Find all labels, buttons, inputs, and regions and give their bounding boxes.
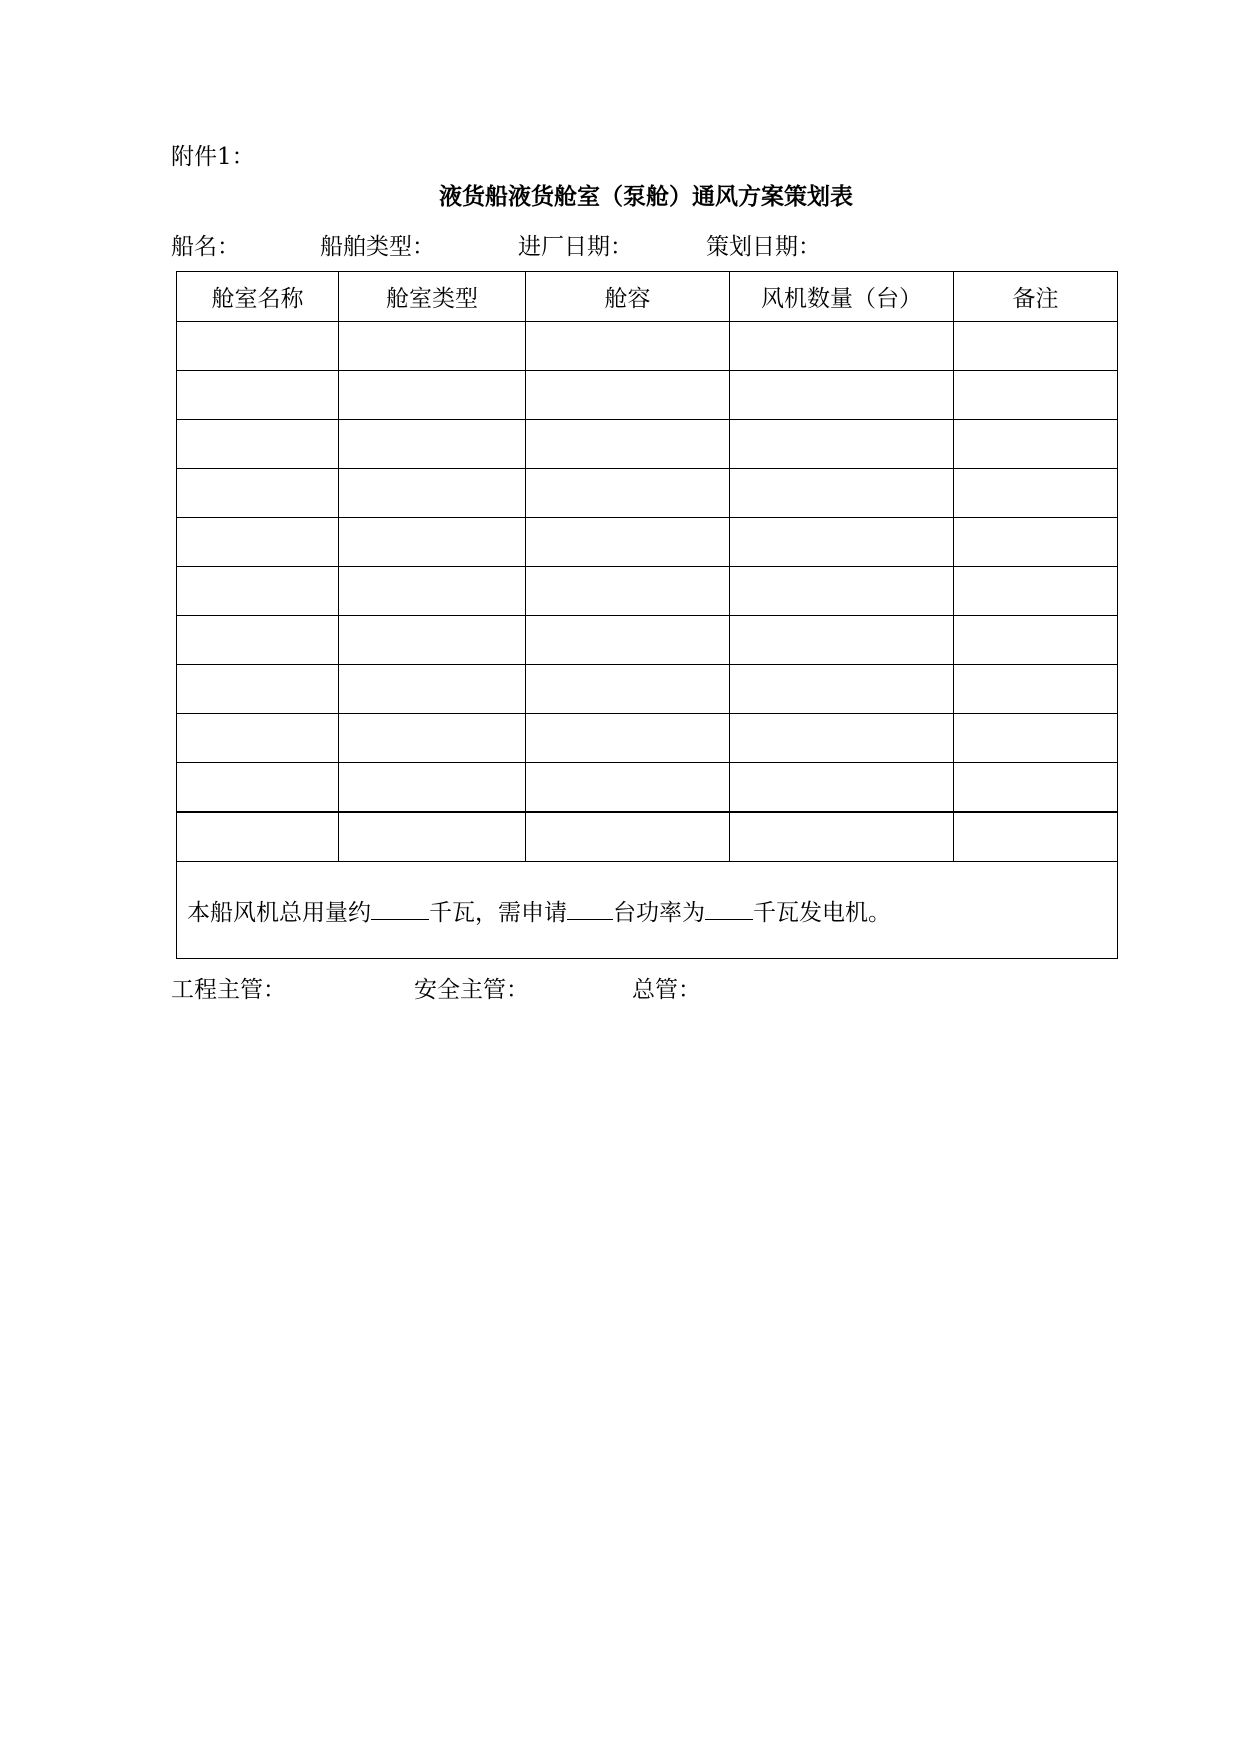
table-cell[interactable] xyxy=(339,322,526,371)
table-cell[interactable] xyxy=(954,714,1118,763)
general-manager-label: 总管： xyxy=(632,977,701,1003)
summary-text-4: 千瓦发电机。 xyxy=(753,899,891,926)
table-row xyxy=(177,469,1118,518)
table-cell[interactable] xyxy=(526,420,730,469)
table-cell[interactable] xyxy=(730,616,954,665)
table-cell[interactable] xyxy=(730,567,954,616)
table-cell[interactable] xyxy=(730,371,954,420)
table-cell[interactable] xyxy=(339,665,526,714)
table-row xyxy=(177,518,1118,567)
table-cell[interactable] xyxy=(177,665,339,714)
document-title: 液货船液货舱室（泵舱）通风方案策划表 xyxy=(439,183,853,210)
table-cell[interactable] xyxy=(730,322,954,371)
table-cell[interactable] xyxy=(954,812,1118,862)
table-cell[interactable] xyxy=(177,763,339,813)
header-cabin-capacity: 舱容 xyxy=(526,272,730,322)
fan-total-kw-blank[interactable] xyxy=(371,897,429,920)
table-cell[interactable] xyxy=(177,567,339,616)
table-cell[interactable] xyxy=(954,567,1118,616)
table-row xyxy=(177,567,1118,616)
table-cell[interactable] xyxy=(526,322,730,371)
ventilation-plan-table xyxy=(176,271,1118,959)
table-cell[interactable] xyxy=(954,518,1118,567)
summary-row xyxy=(177,862,1118,959)
table-cell[interactable] xyxy=(526,518,730,567)
summary-text-1: 本船风机总用量约 xyxy=(187,899,371,926)
table-cell[interactable] xyxy=(954,371,1118,420)
table-row xyxy=(177,665,1118,714)
table-cell[interactable] xyxy=(177,812,339,862)
table-cell[interactable] xyxy=(730,420,954,469)
table-cell[interactable] xyxy=(526,812,730,862)
attachment-label: 附件1： xyxy=(171,144,255,170)
table-cell[interactable] xyxy=(177,469,339,518)
ship-name-label: 船名： xyxy=(171,234,240,260)
table-cell[interactable] xyxy=(526,763,730,813)
table-cell[interactable] xyxy=(730,665,954,714)
table-cell[interactable] xyxy=(177,616,339,665)
table-cell[interactable] xyxy=(954,616,1118,665)
engineering-supervisor-label: 工程主管： xyxy=(171,977,286,1003)
summary-cell xyxy=(177,862,1118,959)
table-cell[interactable] xyxy=(526,371,730,420)
table-cell[interactable] xyxy=(954,469,1118,518)
table-cell[interactable] xyxy=(954,763,1118,813)
table-cell[interactable] xyxy=(339,812,526,862)
table-cell[interactable] xyxy=(339,518,526,567)
table-row xyxy=(177,616,1118,665)
table-row xyxy=(177,763,1118,813)
header-remarks: 备注 xyxy=(954,272,1118,322)
table-cell[interactable] xyxy=(177,322,339,371)
table-cell[interactable] xyxy=(177,518,339,567)
table-cell[interactable] xyxy=(339,469,526,518)
table-cell[interactable] xyxy=(177,420,339,469)
table-row xyxy=(177,420,1118,469)
generator-power-blank[interactable] xyxy=(705,897,753,920)
table-cell[interactable] xyxy=(526,567,730,616)
generator-count-blank[interactable] xyxy=(567,897,613,920)
header-fan-count: 风机数量（台） xyxy=(730,272,954,322)
table-cell[interactable] xyxy=(526,714,730,763)
table-cell[interactable] xyxy=(339,763,526,813)
table-cell[interactable] xyxy=(339,616,526,665)
table-cell[interactable] xyxy=(730,812,954,862)
table-cell[interactable] xyxy=(339,371,526,420)
table-cell[interactable] xyxy=(954,322,1118,371)
ship-type-label: 船舶类型： xyxy=(320,234,435,260)
safety-supervisor-label: 安全主管： xyxy=(414,977,529,1003)
table-cell[interactable] xyxy=(730,469,954,518)
plan-date-label: 策划日期： xyxy=(706,234,821,260)
table-cell[interactable] xyxy=(730,714,954,763)
table-header-row xyxy=(177,272,1118,322)
table-cell[interactable] xyxy=(954,420,1118,469)
table-cell[interactable] xyxy=(730,763,954,813)
summary-text-3: 台功率为 xyxy=(613,899,705,926)
table-cell[interactable] xyxy=(526,665,730,714)
table-cell[interactable] xyxy=(730,518,954,567)
table-cell[interactable] xyxy=(339,420,526,469)
summary-text-2: 千瓦，需申请 xyxy=(429,899,567,926)
table-cell[interactable] xyxy=(339,567,526,616)
table-cell[interactable] xyxy=(954,665,1118,714)
entry-date-label: 进厂日期： xyxy=(518,234,633,260)
table-cell[interactable] xyxy=(526,469,730,518)
table-cell[interactable] xyxy=(526,616,730,665)
header-cabin-name: 舱室名称 xyxy=(177,272,339,322)
table-row xyxy=(177,371,1118,420)
table-row xyxy=(177,322,1118,371)
table-row xyxy=(177,812,1118,862)
table-cell[interactable] xyxy=(177,371,339,420)
header-cabin-type: 舱室类型 xyxy=(339,272,526,322)
table-cell[interactable] xyxy=(177,714,339,763)
table-cell[interactable] xyxy=(339,714,526,763)
table-row xyxy=(177,714,1118,763)
